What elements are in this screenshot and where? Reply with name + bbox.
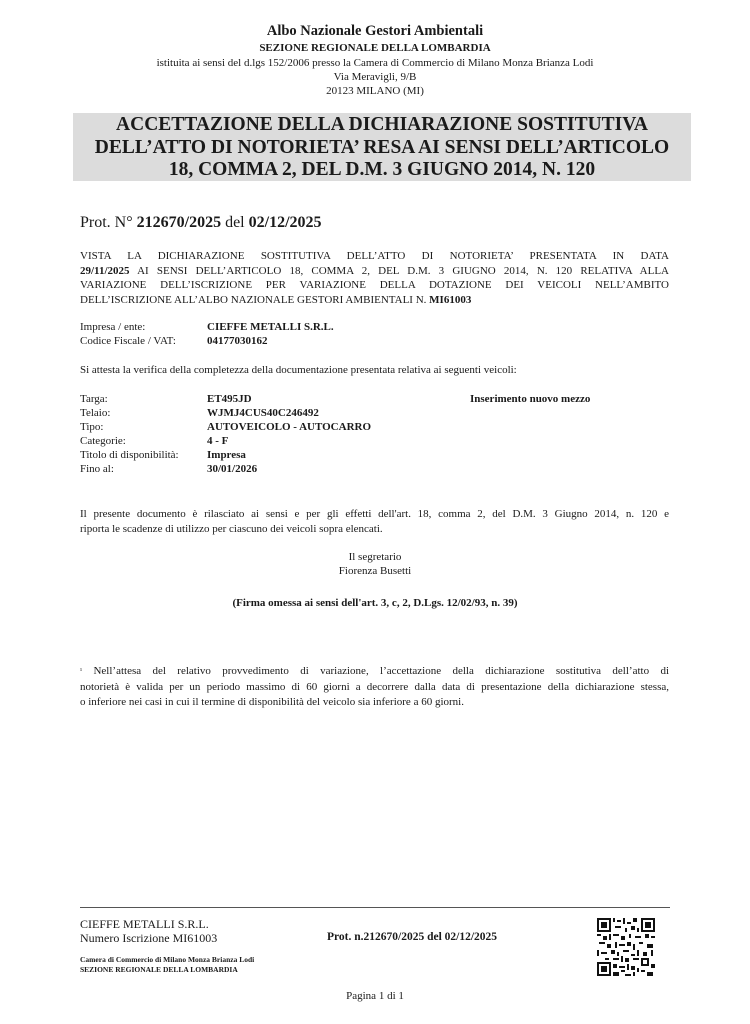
presente-paragraph xyxy=(80,507,669,537)
until-label: Fino al: xyxy=(80,463,114,475)
presente-line-2: riporta le scadenze di utilizzo per ciascuno dei veicoli sopra elencati. xyxy=(80,523,383,535)
header-street: Via Meravigli, 9/B xyxy=(333,71,417,83)
protocol-date: 02/12/2025 xyxy=(248,214,322,231)
title-availability-label: Titolo di disponibilità: xyxy=(80,449,179,461)
protocol-line xyxy=(80,214,322,232)
vista-paragraph xyxy=(80,249,669,307)
protocol-number: 212670/2025 xyxy=(136,214,222,231)
footer-section: SEZIONE REGIONALE DELLA LOMBARDIA xyxy=(80,965,238,974)
title-line-2: DELL’ATTO DI NOTORIETA’ RESA AI SENSI DELL’ARTICOLO xyxy=(94,136,670,158)
chassis-label: Telaio: xyxy=(80,407,111,419)
page-number: Pagina 1 di 1 xyxy=(346,990,404,1002)
attesta-text: Si attesta la verifica della completezza della documentazione presentata relativa ai seguenti veicoli: xyxy=(80,364,517,376)
footnote-line-1 xyxy=(80,664,669,680)
plate-value: ET495JD xyxy=(207,393,252,405)
footnote-mark: ¹ xyxy=(80,667,83,675)
presente-line-1: Il presente documento è rilasciato ai sensi e per gli effetti dell'art. 18, comma 2, del D.M. 3 Giugno 2014, n. 120 e xyxy=(80,508,669,520)
footnote-line-2: notorietà è valida per un periodo massimo di 60 giorni a decorrere dalla data di presentazione della dichiarazione stessa, xyxy=(80,680,669,693)
header-section: SEZIONE REGIONALE DELLA LOMBARDIA xyxy=(259,42,491,54)
company-name-label: Impresa / ente: xyxy=(80,321,146,333)
footnote-line-3: o inferiore nei casi in cui il termine di disponibilità del veicolo sia inferiore a 60 giorni. xyxy=(80,696,464,708)
qr-code-icon xyxy=(597,918,655,976)
vista-date: 29/11/2025 xyxy=(80,264,130,277)
vista-line-2 xyxy=(80,264,669,279)
vehicle-status: Inserimento nuovo mezzo xyxy=(470,393,591,405)
footer-chamber: Camera di Commercio di Milano Monza Brianza Lodi xyxy=(80,955,255,964)
vista-line-2-text: AI SENSI DELL’ARTICOLO 18, COMMA 2, DEL D.M. 3 GIUGNO 2014, N. 120 RELATIVA ALLA xyxy=(137,264,669,277)
vista-line-3: VARIAZIONE DELL’ISCRIZIONE PER VARIAZIONE DELLA DOTAZIONE DEI VEICOLI NELL’AMBITO xyxy=(80,279,669,291)
type-value: AUTOVEICOLO - AUTOCARRO xyxy=(207,421,372,433)
header-org: Albo Nazionale Gestori Ambientali xyxy=(266,23,484,39)
protocol-prefix: Prot. N° xyxy=(80,214,133,231)
vista-line-4-text: DELL’ISCRIZIONE ALL’ALBO NAZIONALE GESTORI AMBIENTALI N. xyxy=(80,293,427,306)
title-line-1: ACCETTAZIONE DELLA DICHIARAZIONE SOSTITUTIVA xyxy=(116,114,648,135)
plate-label: Targa: xyxy=(80,393,108,405)
footnote-line-1-text: Nell’attesa del relativo provvedimento di variazione, l’accettazione della dichiarazione sostitutiva dell’atto di xyxy=(93,665,669,677)
categories-value: 4 - F xyxy=(207,435,229,447)
title-availability-value: Impresa xyxy=(207,449,246,461)
type-label: Tipo: xyxy=(80,421,104,433)
document-title xyxy=(73,113,691,181)
footer-protocol: Prot. n.212670/2025 del 02/12/2025 xyxy=(327,931,498,943)
categories-label: Categorie: xyxy=(80,435,126,447)
tax-code-label: Codice Fiscale / VAT: xyxy=(80,335,176,347)
footer-registration: Numero Iscrizione MI61003 xyxy=(80,931,218,945)
protocol-del: del xyxy=(225,214,245,231)
header-instituted: istituita ai sensi del d.lgs 152/2006 presso la Camera di Commercio di Milano Monza Brianza Lodi xyxy=(156,57,594,69)
company-name: CIEFFE METALLI S.R.L. xyxy=(207,321,334,333)
vista-line-1: VISTA LA DICHIARAZIONE SOSTITUTIVA DELL’ATTO DI NOTORIETA’ PRESENTATA IN DATA xyxy=(80,250,669,262)
title-line-3: 18, COMMA 2, DEL D.M. 3 GIUGNO 2014, N. 120 xyxy=(168,159,596,180)
footnote xyxy=(80,664,669,711)
signature-name: Fiorenza Busetti xyxy=(338,565,412,577)
tax-code: 04177030162 xyxy=(207,335,268,347)
vista-registration: MI61003 xyxy=(429,293,472,306)
chassis-value: WJMJ4CUS40C246492 xyxy=(207,407,319,419)
until-value: 30/01/2026 xyxy=(207,463,258,475)
footer-divider xyxy=(80,907,670,908)
vista-line-4 xyxy=(80,293,669,308)
signature-note: (Firma omessa ai sensi dell'art. 3, c, 2, D.Lgs. 12/02/93, n. 39) xyxy=(232,597,518,609)
header-city: 20123 MILANO (MI) xyxy=(326,85,424,97)
signature-role: Il segretario xyxy=(348,551,402,563)
footer-company: CIEFFE METALLI S.R.L. xyxy=(80,917,209,931)
